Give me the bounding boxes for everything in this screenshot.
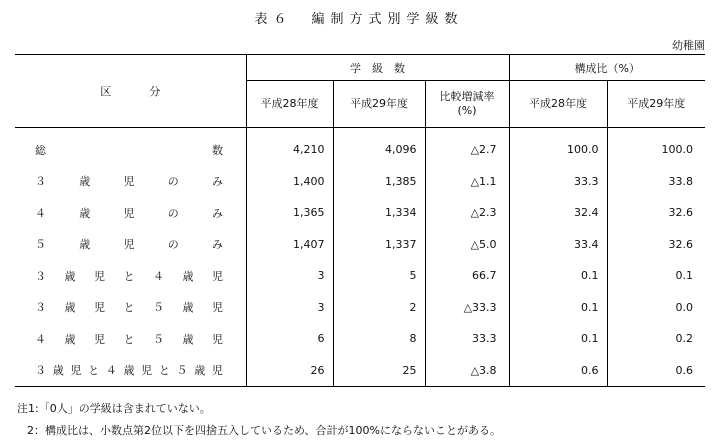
cell-ratio-h29: 0.6 xyxy=(607,355,705,387)
table-title: 表６ 編制方式別学級数 xyxy=(254,12,464,27)
cell-h29: 5 xyxy=(333,260,425,292)
col-h28-header: 平成28年度 xyxy=(246,81,333,128)
table-row xyxy=(15,229,705,261)
cell-change: 66.7 xyxy=(425,260,509,292)
cell-ratio-h28: 33.4 xyxy=(509,229,607,261)
table-row xyxy=(15,292,705,324)
cell-h29: 4,096 xyxy=(333,128,425,166)
row-label: ５ 歳 児 の み xyxy=(35,238,223,252)
row-label: ３ 歳 児 の み xyxy=(35,175,223,189)
cell-h28: 1,400 xyxy=(246,166,333,198)
kubun-header: 区 分 xyxy=(15,55,246,128)
cell-ratio-h28: 100.0 xyxy=(509,128,607,166)
cell-h28: 3 xyxy=(246,292,333,324)
footnotes xyxy=(17,398,501,442)
footnote-2: 2：構成比は、小数点第2位以下を四捨五入しているため、合計が100%にならないことがある。 xyxy=(27,424,502,437)
cell-ratio-h29: 33.8 xyxy=(607,166,705,198)
cell-h28: 6 xyxy=(246,323,333,355)
cell-h28: 1,407 xyxy=(246,229,333,261)
cell-change: △2.7 xyxy=(425,128,509,166)
cell-h28: 26 xyxy=(246,355,333,387)
cell-change: △2.3 xyxy=(425,197,509,229)
cell-change: △1.1 xyxy=(425,166,509,198)
row-label: ４ 歳 児 の み xyxy=(35,206,223,220)
table-row xyxy=(15,323,705,355)
cell-ratio-h29: 0.0 xyxy=(607,292,705,324)
row-label: ４ 歳 児 と ５ 歳 児 xyxy=(35,332,223,346)
cell-ratio-h29: 32.6 xyxy=(607,197,705,229)
cell-h28: 4,210 xyxy=(246,128,333,166)
cell-change: △33.3 xyxy=(425,292,509,324)
cell-h29: 1,337 xyxy=(333,229,425,261)
class-count-table xyxy=(15,54,705,387)
class-count-group-header: 学 級 数 xyxy=(246,55,509,81)
footnote-1: 注1:「0人」の学級は含まれていない。 xyxy=(17,402,211,415)
cell-ratio-h28: 33.3 xyxy=(509,166,607,198)
cell-ratio-h29: 100.0 xyxy=(607,128,705,166)
cell-h29: 2 xyxy=(333,292,425,324)
cell-ratio-h28: 0.1 xyxy=(509,292,607,324)
cell-h29: 1,334 xyxy=(333,197,425,229)
ratio-group-header: 構成比（%） xyxy=(509,55,705,81)
row-label: ３ 歳 児 と ４ 歳 児 と ５ 歳 児 xyxy=(15,355,246,387)
row-label: ３ 歳 児 と ４ 歳 児 xyxy=(35,269,223,283)
cell-ratio-h28: 32.4 xyxy=(509,197,607,229)
cell-h28: 3 xyxy=(246,260,333,292)
cell-h29: 25 xyxy=(333,355,425,387)
table-row xyxy=(15,128,705,166)
cell-ratio-h28: 0.6 xyxy=(509,355,607,387)
cell-h29: 1,385 xyxy=(333,166,425,198)
col-h29-header: 平成29年度 xyxy=(333,81,425,128)
cell-ratio-h29: 0.1 xyxy=(607,260,705,292)
cell-ratio-h29: 32.6 xyxy=(607,229,705,261)
table-row xyxy=(15,197,705,229)
table-row xyxy=(15,355,705,387)
cell-h29: 8 xyxy=(333,323,425,355)
col-ratio-h28-header: 平成28年度 xyxy=(509,81,607,128)
row-label: 総 数 xyxy=(35,143,223,157)
table-row xyxy=(15,166,705,198)
unit-label: 幼稚園 xyxy=(672,39,705,52)
cell-ratio-h29: 0.2 xyxy=(607,323,705,355)
cell-change: △3.8 xyxy=(425,355,509,387)
cell-change: △5.0 xyxy=(425,229,509,261)
col-ratio-h29-header: 平成29年度 xyxy=(607,81,705,128)
cell-h28: 1,365 xyxy=(246,197,333,229)
cell-ratio-h28: 0.1 xyxy=(509,260,607,292)
table-row xyxy=(15,260,705,292)
col-change-header: 比較増減率 (%) xyxy=(425,81,509,128)
cell-ratio-h28: 0.1 xyxy=(509,323,607,355)
cell-change: 33.3 xyxy=(425,323,509,355)
row-label: ３ 歳 児 と ５ 歳 児 xyxy=(35,301,223,315)
